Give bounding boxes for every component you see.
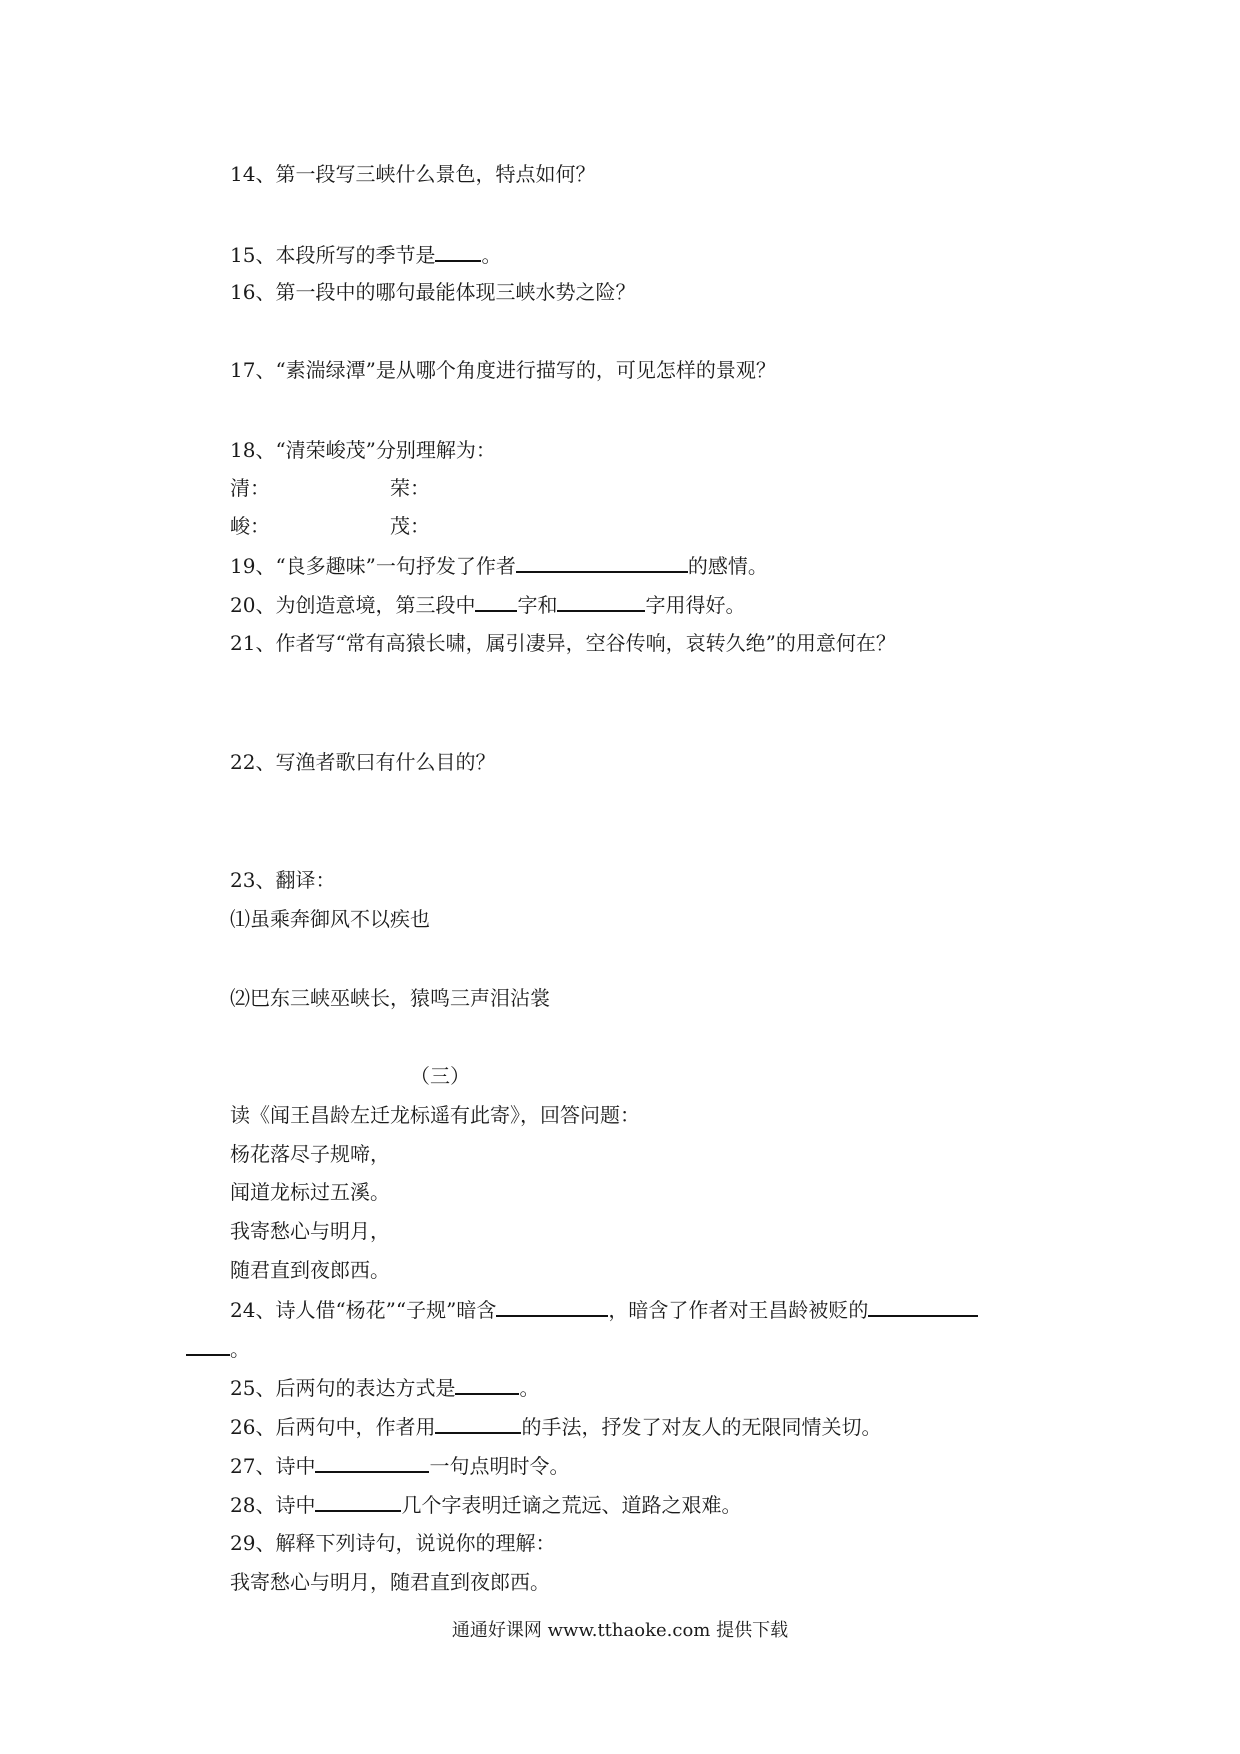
question-19-text: 19、“良多趣味”一句抒发了作者: [230, 554, 516, 578]
question-24-end: 。: [230, 1337, 250, 1361]
question-14: 14、第一段写三峡什么景色，特点如何？: [230, 162, 596, 186]
question-29-poem: 我寄愁心与明月，随君直到夜郎西。: [230, 1570, 550, 1594]
question-29: 29、解释下列诗句，说说你的理解：: [230, 1531, 556, 1555]
question-18: 18、“清荣峻茂”分别理解为：: [230, 438, 496, 462]
question-26-text: 26、后两句中，作者用: [230, 1415, 436, 1439]
q18-item-jun: 峻：: [230, 514, 270, 538]
poem-line: 随君直到夜郎西。: [230, 1258, 390, 1282]
q18-item-qing: 清：: [230, 476, 270, 500]
question-24-text: 24、诗人借“杨花”“子规”暗含: [230, 1298, 497, 1322]
answer-blank[interactable]: [315, 1490, 401, 1512]
question-25-text: 25、后两句的表达方式是: [230, 1376, 456, 1400]
question-20-text: 20、为创造意境，第三段中: [230, 593, 476, 617]
question-26: [230, 1412, 881, 1441]
question-23-item-1: ⑴虽乘奔御风不以疾也: [230, 907, 430, 931]
question-19: [230, 551, 768, 580]
question-28-text: 28、诗中: [230, 1493, 316, 1517]
question-23-item-2: ⑵巴东三峡巫峡长，猿鸣三声泪沾裳: [230, 986, 550, 1010]
q18-row-2: [230, 512, 270, 540]
question-19-end: 的感情。: [687, 554, 768, 578]
q18-item-rong: 荣：: [390, 476, 430, 500]
question-28: [230, 1490, 741, 1519]
question-24: [230, 1295, 978, 1324]
question-26-end: 的手法，抒发了对友人的无限同情关切。: [521, 1415, 882, 1439]
question-15-end: 。: [481, 243, 502, 267]
question-27: [230, 1451, 569, 1480]
question-15: [230, 240, 501, 269]
footer-credit: 通通好课网 www.tthaoke.com 提供下载: [451, 1620, 789, 1641]
answer-blank[interactable]: [868, 1295, 978, 1317]
question-27-text: 27、诗中: [230, 1454, 316, 1478]
question-22: 22、写渔者歌曰有什么目的？: [230, 750, 496, 774]
answer-blank[interactable]: [435, 1412, 521, 1434]
answer-blank[interactable]: [315, 1451, 429, 1473]
question-16: 16、第一段中的哪句最能体现三峡水势之险？: [230, 280, 636, 304]
section-heading: （三）: [410, 1064, 470, 1088]
q18-item-mao: 茂：: [390, 514, 430, 538]
question-20: [230, 590, 745, 619]
poem-line: 我寄愁心与明月，: [230, 1219, 390, 1243]
q18-row-1: [230, 474, 270, 502]
question-24-cont: [186, 1334, 250, 1363]
question-24-mid: ，暗含了作者对王昌龄被贬的: [608, 1298, 869, 1322]
poem-line: 闻道龙标过五溪。: [230, 1180, 390, 1204]
question-20-mid: 字和: [517, 593, 558, 617]
poem-line: 杨花落尽子规啼，: [230, 1142, 390, 1166]
question-20-end: 字用得好。: [645, 593, 746, 617]
question-17: 17、“素湍绿潭”是从哪个角度进行描写的，可见怎样的景观？: [230, 358, 776, 382]
question-27-end: 一句点明时令。: [429, 1454, 570, 1478]
question-28-end: 几个字表明迁谪之荒远、道路之艰难。: [401, 1493, 742, 1517]
answer-blank[interactable]: [435, 240, 481, 262]
answer-blank[interactable]: [186, 1334, 230, 1356]
answer-blank[interactable]: [557, 590, 645, 612]
poem-intro: 读《闻王昌龄左迁龙标遥有此寄》，回答问题：: [230, 1103, 640, 1127]
question-25: [230, 1373, 539, 1402]
question-25-end: 。: [519, 1376, 540, 1400]
question-23: 23、翻译：: [230, 868, 336, 892]
answer-blank[interactable]: [475, 590, 517, 612]
question-15-text: 15、本段所写的季节是: [230, 243, 436, 267]
answer-blank[interactable]: [516, 551, 688, 573]
answer-blank[interactable]: [496, 1295, 608, 1317]
question-21: 21、作者写“常有高猿长啸，属引凄异，空谷传响，哀转久绝”的用意何在？: [230, 631, 896, 655]
answer-blank[interactable]: [455, 1373, 519, 1395]
